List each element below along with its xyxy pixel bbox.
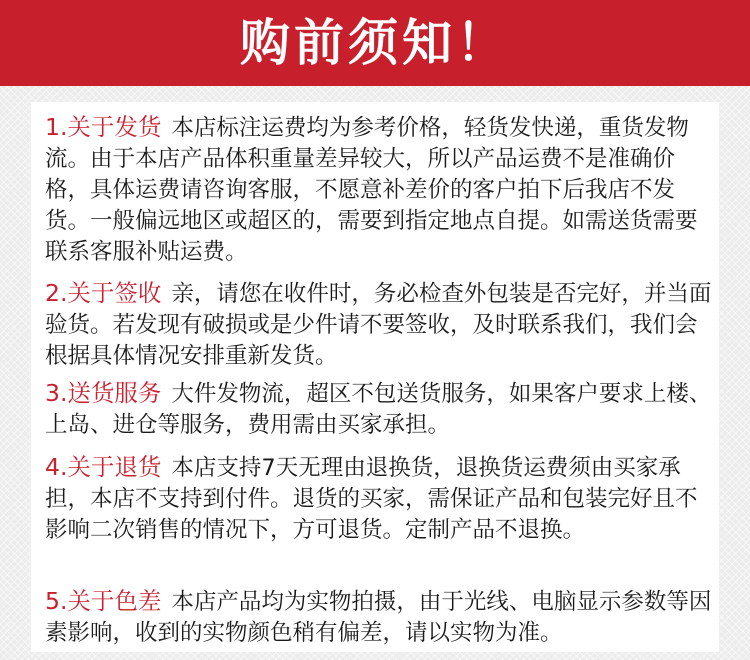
notice-panel — [31, 102, 719, 652]
notice-color-difference — [45, 586, 713, 649]
notice-delivery-service — [45, 378, 713, 441]
notice-label: 1.关于发货 — [45, 113, 162, 141]
notice-shipping — [45, 112, 713, 268]
notice-text: 本店标注运费均为参考价格，轻货发快递，重货发物流。由于本店产品体积重量差异较大，所以产品运费不是准确价格，具体运费请咨询客服，不愿意补差价的客户拍下后我店不发货。一般偏远地区或超区的，需要到指定地点自提。如需送货需要联系客服补贴运费。 — [45, 115, 698, 265]
notice-text: 亲，请您在收件时，务必检查外包装是否完好，并当面验货。若发现有破损或是少件请不要签收，及时联系我们，我们会根据具体情况安排重新发货。 — [45, 281, 712, 369]
notice-label: 5.关于色差 — [45, 587, 162, 615]
notice-text: 本店支持7天无理由退换货，退换货运费须由买家承担，本店不支持到付件。退货的买家，需保证产品和包装完好且不影响二次销售的情况下，方可退货。定制产品不退换。 — [45, 455, 698, 543]
notice-text: 大件发物流，超区不包送货服务，如果客户要求上楼、上岛、进仓等服务，费用需由买家承担。 — [45, 381, 712, 438]
notice-label: 2.关于签收 — [45, 279, 162, 307]
notice-label: 4.关于退货 — [45, 453, 162, 481]
header-banner — [0, 0, 750, 86]
notice-label: 3.送货服务 — [45, 379, 162, 407]
notice-text: 本店产品均为实物拍摄，由于光线、电脑显示参数等因素影响，收到的实物颜色稍有偏差，请以实物为准。 — [45, 589, 712, 646]
notice-returns — [45, 452, 713, 546]
notice-receipt — [45, 278, 713, 372]
page-title: 购前须知！ — [240, 14, 510, 72]
